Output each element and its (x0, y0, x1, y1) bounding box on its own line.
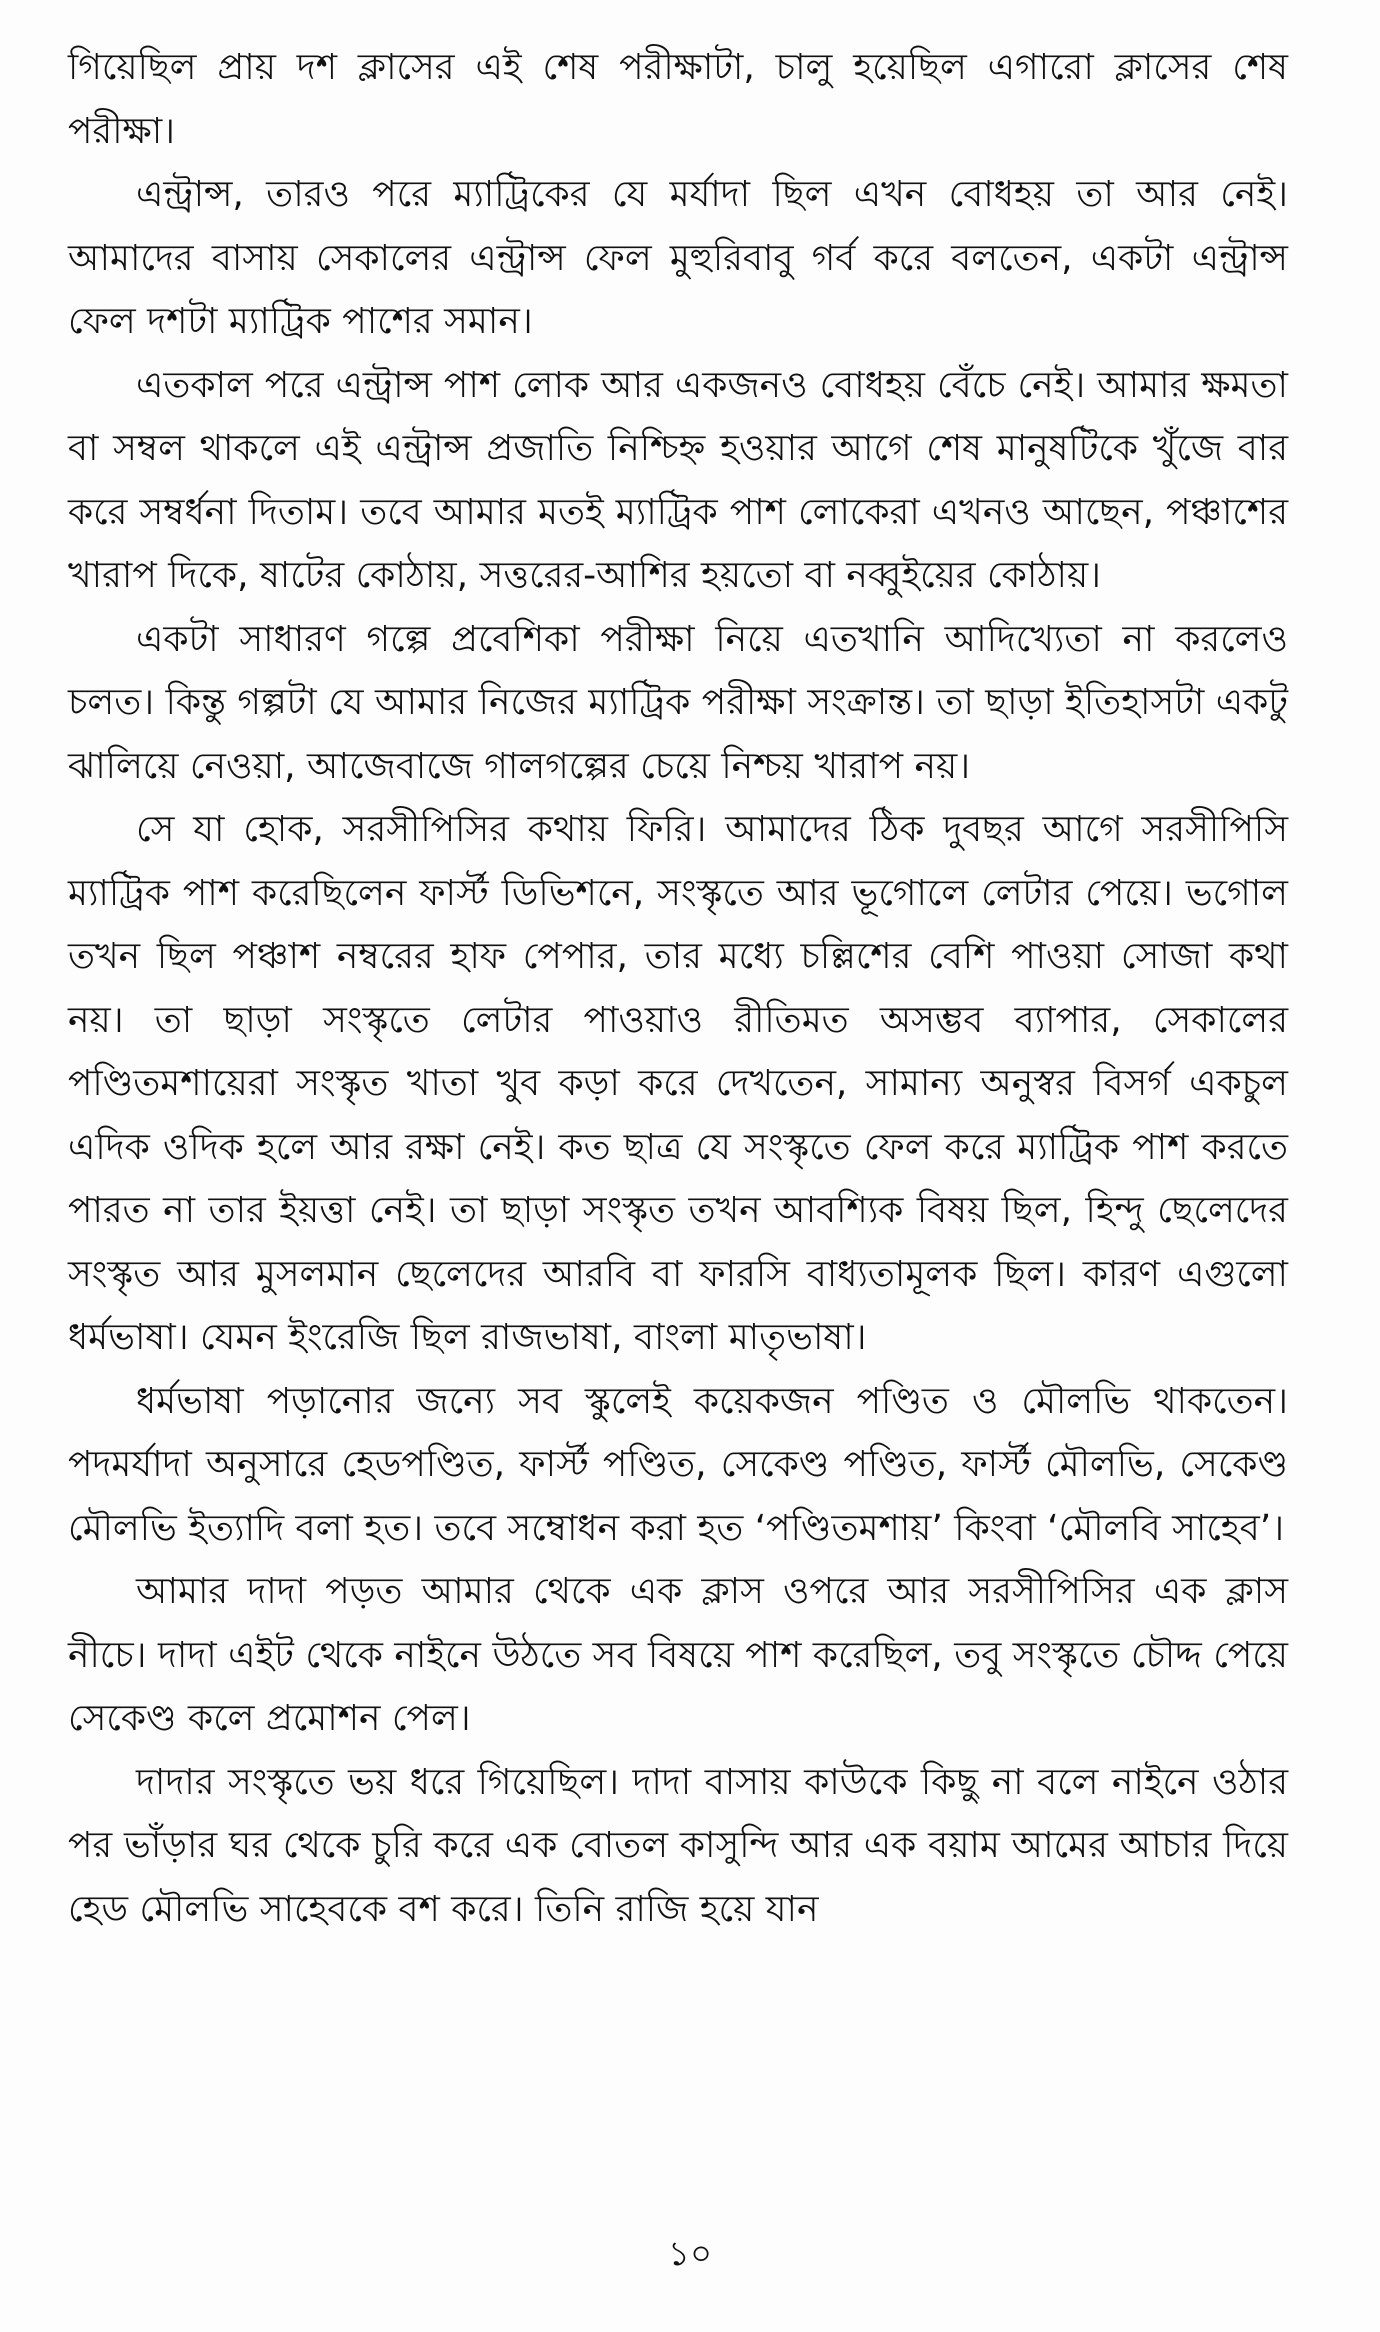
page-number: ১০ (667, 2234, 713, 2274)
paragraph: সে যা হোক, সরসীপিসির কথায় ফিরি। আমাদের ঠিক দুবছর আগে সরসীপিসি ম্যাট্রিক পাশ করেছিলেন ফার্স্ট ডিভিশনে, সংস্কৃতে আর ভূগোলে লেটার পেয়ে। ভগোল তখন ছিল পঞ্চাশ নম্বরের হাফ পেপার, তার মধ্যে চল্লিশের বেশি পাওয়া সোজা কথা নয়। তা ছাড়া সংস্কৃতে লেটার পাওয়াও রীতিমত অসম্ভব ব্যাপার, সেকালের পণ্ডিতমশায়েরা সংস্কৃত খাতা খুব কড়া করে দেখতেন, সামান্য অনুস্বর বিসর্গ একচুল এদিক ওদিক হলে আর রক্ষা নেই। কত ছাত্র যে সংস্কৃতে ফেল করে ম্যাট্রিক পাশ করতে পারত না তার ইয়ত্তা নেই। তা ছাড়া সংস্কৃত তখন আবশ্যিক বিষয় ছিল, হিন্দু ছেলেদের সংস্কৃত আর মুসলমান ছেলেদের আরবি বা ফারসি বাধ্যতামূলক ছিল। কারণ এগুলো ধর্মভাষা। যেমন ইংরেজি ছিল রাজভাষা, বাংলা মাতৃভাষা। (68, 809, 1288, 1358)
paragraph: এন্ট্রান্স, তারও পরে ম্যাট্রিকের যে মর্যাদা ছিল এখন বোধহয় তা আর নেই। আমাদের বাসায় সেকালের এন্ট্রান্স ফেল মুহুরিবাবু গর্ব করে বলতেন, একটা এন্ট্রান্স ফেল দশটা ম্যাট্রিক পাশের সমান। (68, 174, 1288, 342)
paragraph: দাদার সংস্কৃতে ভয় ধরে গিয়েছিল। দাদা বাসায় কাউকে কিছু না বলে নাইনে ওঠার পর ভাঁড়ার ঘর থেকে চুরি করে এক বোতল কাসুন্দি আর এক বয়াম আমের আচার দিয়ে হেড মৌলভি সাহেবকে বশ করে। তিনি রাজি হয়ে যান (68, 1761, 1288, 1930)
paragraph: আমার দাদা পড়ত আমার থেকে এক ক্লাস ওপরে আর সরসীপিসির এক ক্লাস নীচে। দাদা এইট থেকে নাইনে উঠতে সব বিষয়ে পাশ করেছিল, তবু সংস্কৃতে চৌদ্দ পেয়ে সেকেণ্ড কলে প্রমোশন পেল। (68, 1571, 1288, 1739)
body-text (68, 36, 1288, 1941)
paragraph: গিয়েছিল প্রায় দশ ক্লাসের এই শেষ পরীক্ষাটা, চালু হয়েছিল এগারো ক্লাসের শেষ পরীক্ষা। (68, 47, 1288, 152)
paragraph: ধর্মভাষা পড়ানোর জন্যে সব স্কুলেই কয়েকজন পণ্ডিত ও মৌলভি থাকতেন। পদমর্যাদা অনুসারে হেডপণ্ডিত, ফার্স্ট পণ্ডিত, সেকেণ্ড পণ্ডিত, ফার্স্ট মৌলভি, সেকেণ্ড মৌলভি ইত্যাদি বলা হত। তবে সম্বোধন করা হত ‘পণ্ডিতমশায়’ কিংবা ‘মৌলবি সাহেব’। (68, 1380, 1288, 1549)
paragraph: একটা সাধারণ গল্পে প্রবেশিকা পরীক্ষা নিয়ে এতখানি আদিখ্যেতা না করলেও চলত। কিন্তু গল্পটা যে আমার নিজের ম্যাট্রিক পরীক্ষা সংক্রান্ত। তা ছাড়া ইতিহাসটা একটু ঝালিয়ে নেওয়া, আজেবাজে গালগল্পের চেয়ে নিশ্চয় খারাপ নয়। (68, 618, 1288, 787)
paragraph: এতকাল পরে এন্ট্রান্স পাশ লোক আর একজনও বোধহয় বেঁচে নেই। আমার ক্ষমতা বা সম্বল থাকলে এই এন্ট্রান্স প্রজাতি নিশ্চিহ্ন হওয়ার আগে শেষ মানুষটিকে খুঁজে বার করে সম্বর্ধনা দিতাম। তবে আমার মতই ম্যাট্রিক পাশ লোকেরা এখনও আছেন, পঞ্চাশের খারাপ দিকে, ষাটের কোঠায়, সত্তরের-আশির হয়তো বা নব্বুইয়ের কোঠায়। (68, 364, 1289, 596)
